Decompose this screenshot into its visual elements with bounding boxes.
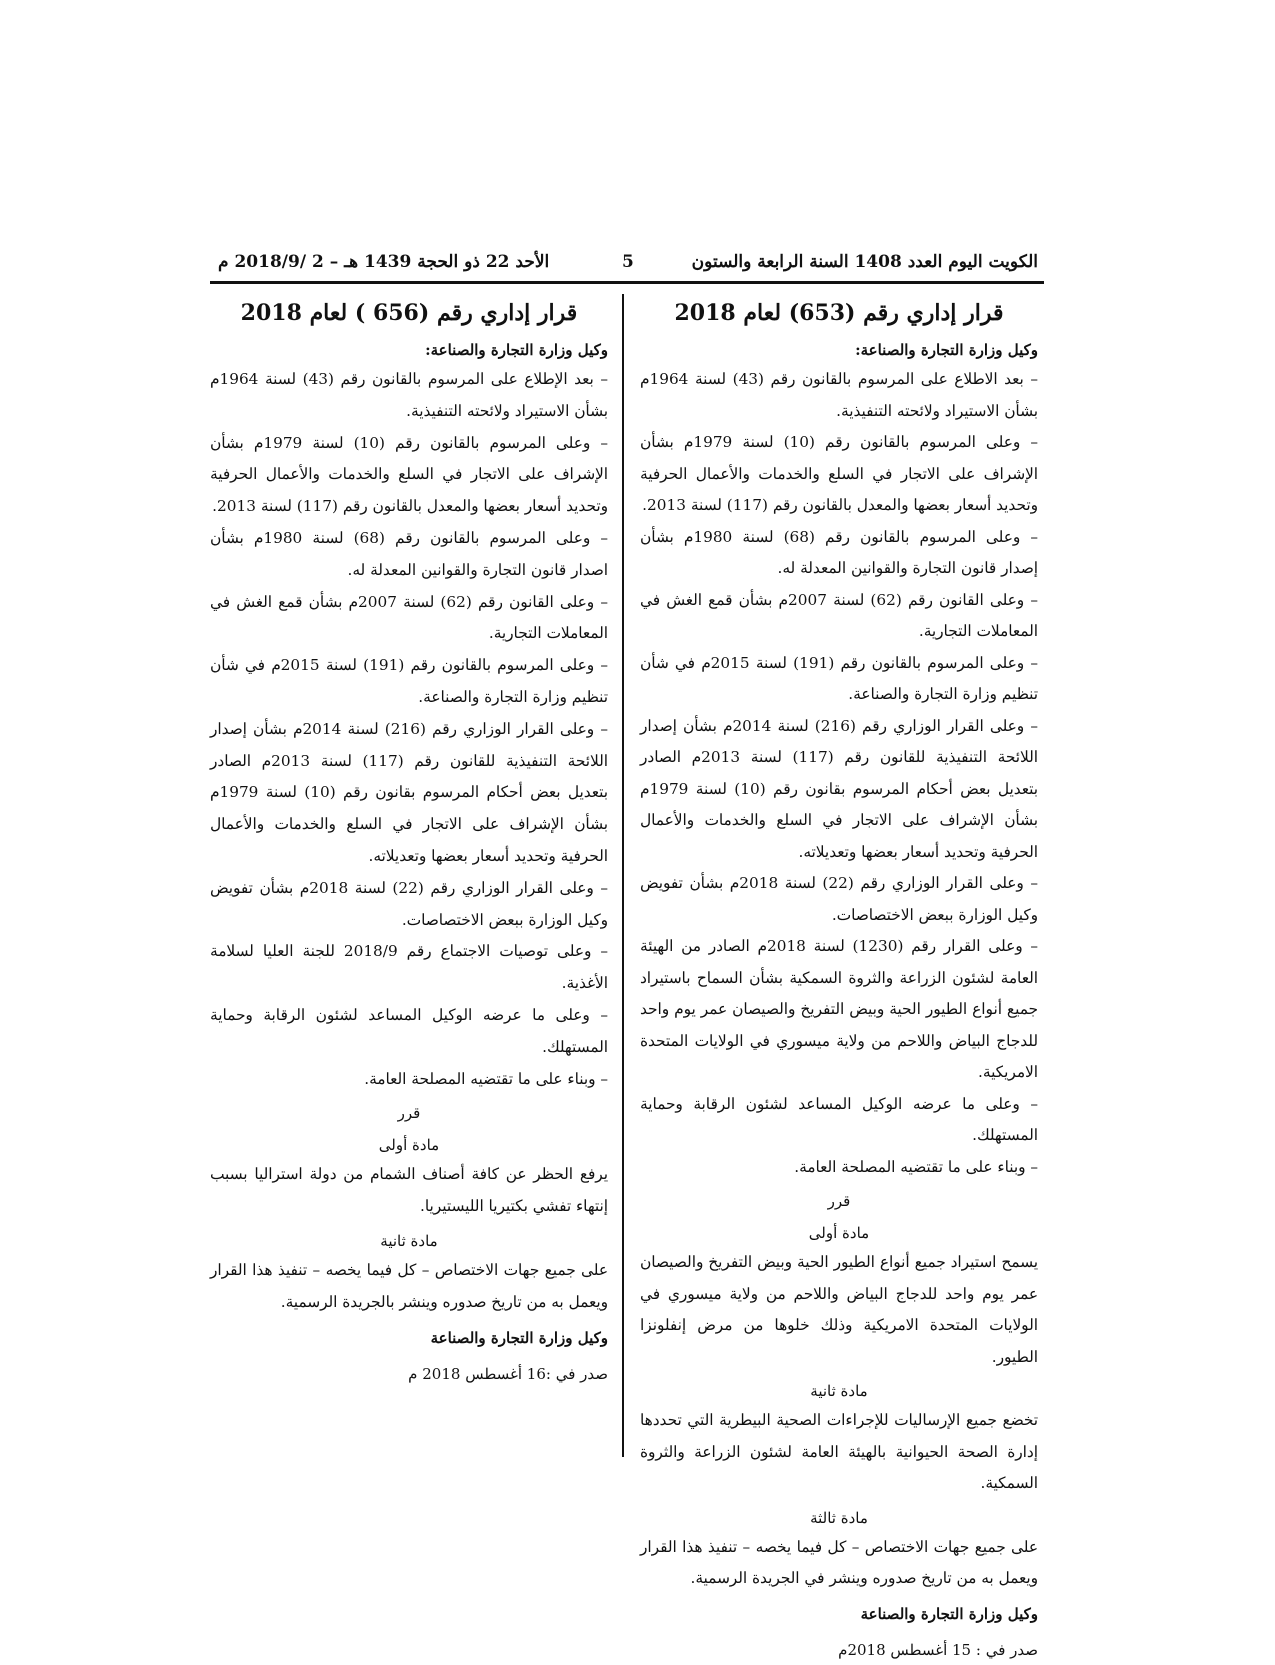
decision-653-preamble-3: – وعلى المرسوم بالقانون رقم (68) لسنة 1980م بشأن إصدار قانون التجارة والقوانين المعدلة له.: [640, 527, 1038, 577]
decision-653-article-2: تخضع جميع الإرساليات للإجراءات الصحية البيطرية التي تحددها إدارة الصحة الحيوانية بالهيئة العامة لشئون الزراعة والثروة السمكية.: [640, 1411, 1038, 1492]
decision-653-preamble-6: – وعلى القرار الوزاري رقم (216) لسنة 2014م بشأن إصدار اللائحة التنفيذية للقانون رقم (117) لسنة 2013م الصادر بتعديل بعض أحكام المرسوم بقانون رقم (10) لسنة 1979م بشأن الإشراف على الاتجار في السلع والخدمات والأعمال الحرفية وتحديد أسعار بعضها وتعديلاته.: [640, 716, 1038, 861]
decision-656-article-2: على جميع جهات الاختصاص – كل فيما يخصه – تنفيذ هذا القرار ويعمل به من تاريخ صدوره وينشر بالجريدة الرسمية.: [210, 1260, 608, 1311]
decision-656-signature: وكيل وزارة التجارة والصناعة: [430, 1328, 608, 1347]
decision-653-article-3-heading: مادة ثالثة: [810, 1508, 868, 1527]
decision-653-preamble-1: – بعد الاطلاع على المرسوم بالقانون رقم (43) لسنة 1964م بشأن الاستيراد ولائحته التنفيذية.: [640, 370, 1038, 420]
decision-653-decided: قرر: [827, 1192, 851, 1210]
decision-656-preamble-1: – بعد الإطلاع على المرسوم بالقانون رقم (43) لسنة 1964م بشأن الاستيراد ولائحته التنفيذية.: [210, 370, 608, 420]
decision-656-article-1: يرفع الحظر عن كافة أصناف الشمام من دولة استراليا بسبب إنتهاء تفشي بكتيريا الليستيريا.: [210, 1165, 608, 1216]
decision-653-column: [640, 298, 1038, 1665]
decision-653-article-1: يسمح استيراد جميع أنواع الطيور الحية وبيض التفريخ والصيصان عمر يوم واحد للدجاج البياض واللاحم من ولاية ميسوري في الولايات المتحدة الامريكية وذلك خلوها من مرض إنفلونزا الطيور.: [640, 1253, 1038, 1366]
decision-653-preamble-7: – وعلى القرار الوزاري رقم (22) لسنة 2018م بشأن تفويض وكيل الوزارة ببعض الاختصاصات.: [640, 874, 1038, 924]
decision-653-preamble-4: – وعلى القانون رقم (62) لسنة 2007م بشأن قمع الغش في المعاملات التجارية.: [640, 590, 1038, 640]
decision-656-preamble-4: – وعلى القانون رقم (62) لسنة 2007م بشأن قمع الغش في المعاملات التجارية.: [210, 592, 608, 643]
decision-656-preamble-8: – وعلى توصيات الاجتماع رقم 2018/9 للجنة العليا لسلامة الأغذية.: [210, 942, 608, 993]
decision-653-preamble-9: – وعلى ما عرضه الوكيل المساعد لشئون الرقابة وحماية المستهلك.: [640, 1094, 1038, 1144]
decision-656-preamble-2: – وعلى المرسوم بالقانون رقم (10) لسنة 1979م بشأن الإشراف على الاتجار في السلع والخدمات والأعمال الحرفية وتحديد أسعار بعضها والمعدل بالقانون رقم (117) لسنة 2013.: [210, 433, 608, 516]
column-divider: [622, 294, 624, 1457]
decision-656-issuer: وكيل وزارة التجارة والصناعة:: [425, 341, 608, 359]
decision-653-title: قرار إداري رقم (653) لعام 2018: [674, 300, 1004, 326]
decision-653-issuer: وكيل وزارة التجارة والصناعة:: [855, 341, 1038, 359]
decision-656-preamble-7: – وعلى القرار الوزاري رقم (22) لسنة 2018م بشأن تفويض وكيل الوزارة ببعض الاختصاصات.: [210, 878, 608, 929]
decision-653-issued-date: صدر في : 15 أغسطس 2018م: [838, 1640, 1038, 1659]
decision-656-decided: قرر: [397, 1104, 421, 1123]
decision-656-column: [210, 298, 608, 1389]
decision-653-preamble-2: – وعلى المرسوم بالقانون رقم (10) لسنة 1979م بشأن الإشراف على الاتجار في السلع والخدمات والأعمال الحرفية وتحديد أسعار بعضها والمعدل بالقانون رقم (117) لسنة 2013.: [640, 433, 1038, 514]
header-divider: [210, 281, 1044, 284]
decision-653-signature: وكيل وزارة التجارة والصناعة: [860, 1604, 1038, 1623]
decision-653-article-1-heading: مادة أولى: [808, 1224, 870, 1242]
decision-656-title: قرار إداري رقم (656 ) لعام 2018: [240, 300, 578, 326]
decision-656-issued-date: صدر في :16 أغسطس 2018 م: [408, 1364, 608, 1383]
decision-656-preamble-10: – وبناء على ما تقتضيه المصلحة العامة.: [364, 1069, 608, 1088]
decision-656-preamble-3: – وعلى المرسوم بالقانون رقم (68) لسنة 1980م بشأن اصدار قانون التجارة والقوانين المعدلة له.: [210, 528, 608, 579]
decision-656-article-2-heading: مادة ثانية: [380, 1231, 438, 1250]
decision-656-preamble-9: – وعلى ما عرضه الوكيل المساعد لشئون الرقابة وحماية المستهلك.: [210, 1005, 608, 1056]
header-date: الأحد 22 ذو الحجة 1439 هـ – 2 /2018/9 م: [218, 252, 550, 272]
decision-656-preamble-6: – وعلى القرار الوزاري رقم (216) لسنة 2014م بشأن إصدار اللائحة التنفيذية للقانون رقم (117) لسنة 2013م الصادر بتعديل بعض أحكام المرسوم بقانون رقم (10) لسنة 1979م بشأن الإشراف على الاتجار في السلع والخدمات والأعمال الحرفية وتحديد أسعار بعضها وتعديلاته.: [210, 719, 608, 865]
decision-653-article-2-heading: مادة ثانية: [810, 1382, 868, 1400]
page-header: [218, 252, 1038, 278]
decision-653-preamble-8: – وعلى القرار رقم (1230) لسنة 2018م الصادر من الهيئة العامة لشئون الزراعة والثروة السمكية بشأن السماح باستيراد جميع أنواع الطيور الحية وبيض التفريخ والصيصان عمر يوم واحد للدجاج البياض واللاحم من ولاية ميسوري في الولايات المتحدة الامريكية.: [640, 937, 1038, 1081]
decision-653-preamble-5: – وعلى المرسوم بالقانون رقم (191) لسنة 2015م في شأن تنظيم وزارة التجارة والصناعة.: [640, 653, 1038, 703]
decision-653-article-3: على جميع جهات الاختصاص – كل فيما يخصه – تنفيذ هذا القرار ويعمل به من تاريخ صدوره وينشر في الجريدة الرسمية.: [640, 1537, 1038, 1587]
header-page-number: 5: [622, 252, 634, 272]
decision-653-preamble-10: – وبناء على ما تقتضيه المصلحة العامة.: [794, 1157, 1038, 1176]
decision-656-preamble-5: – وعلى المرسوم بالقانون رقم (191) لسنة 2015م في شأن تنظيم وزارة التجارة والصناعة.: [210, 656, 608, 706]
header-gazette-issue: الكويت اليوم العدد 1408 السنة الرابعة والستون: [691, 252, 1038, 272]
decision-656-article-1-heading: مادة أولى: [378, 1136, 440, 1155]
